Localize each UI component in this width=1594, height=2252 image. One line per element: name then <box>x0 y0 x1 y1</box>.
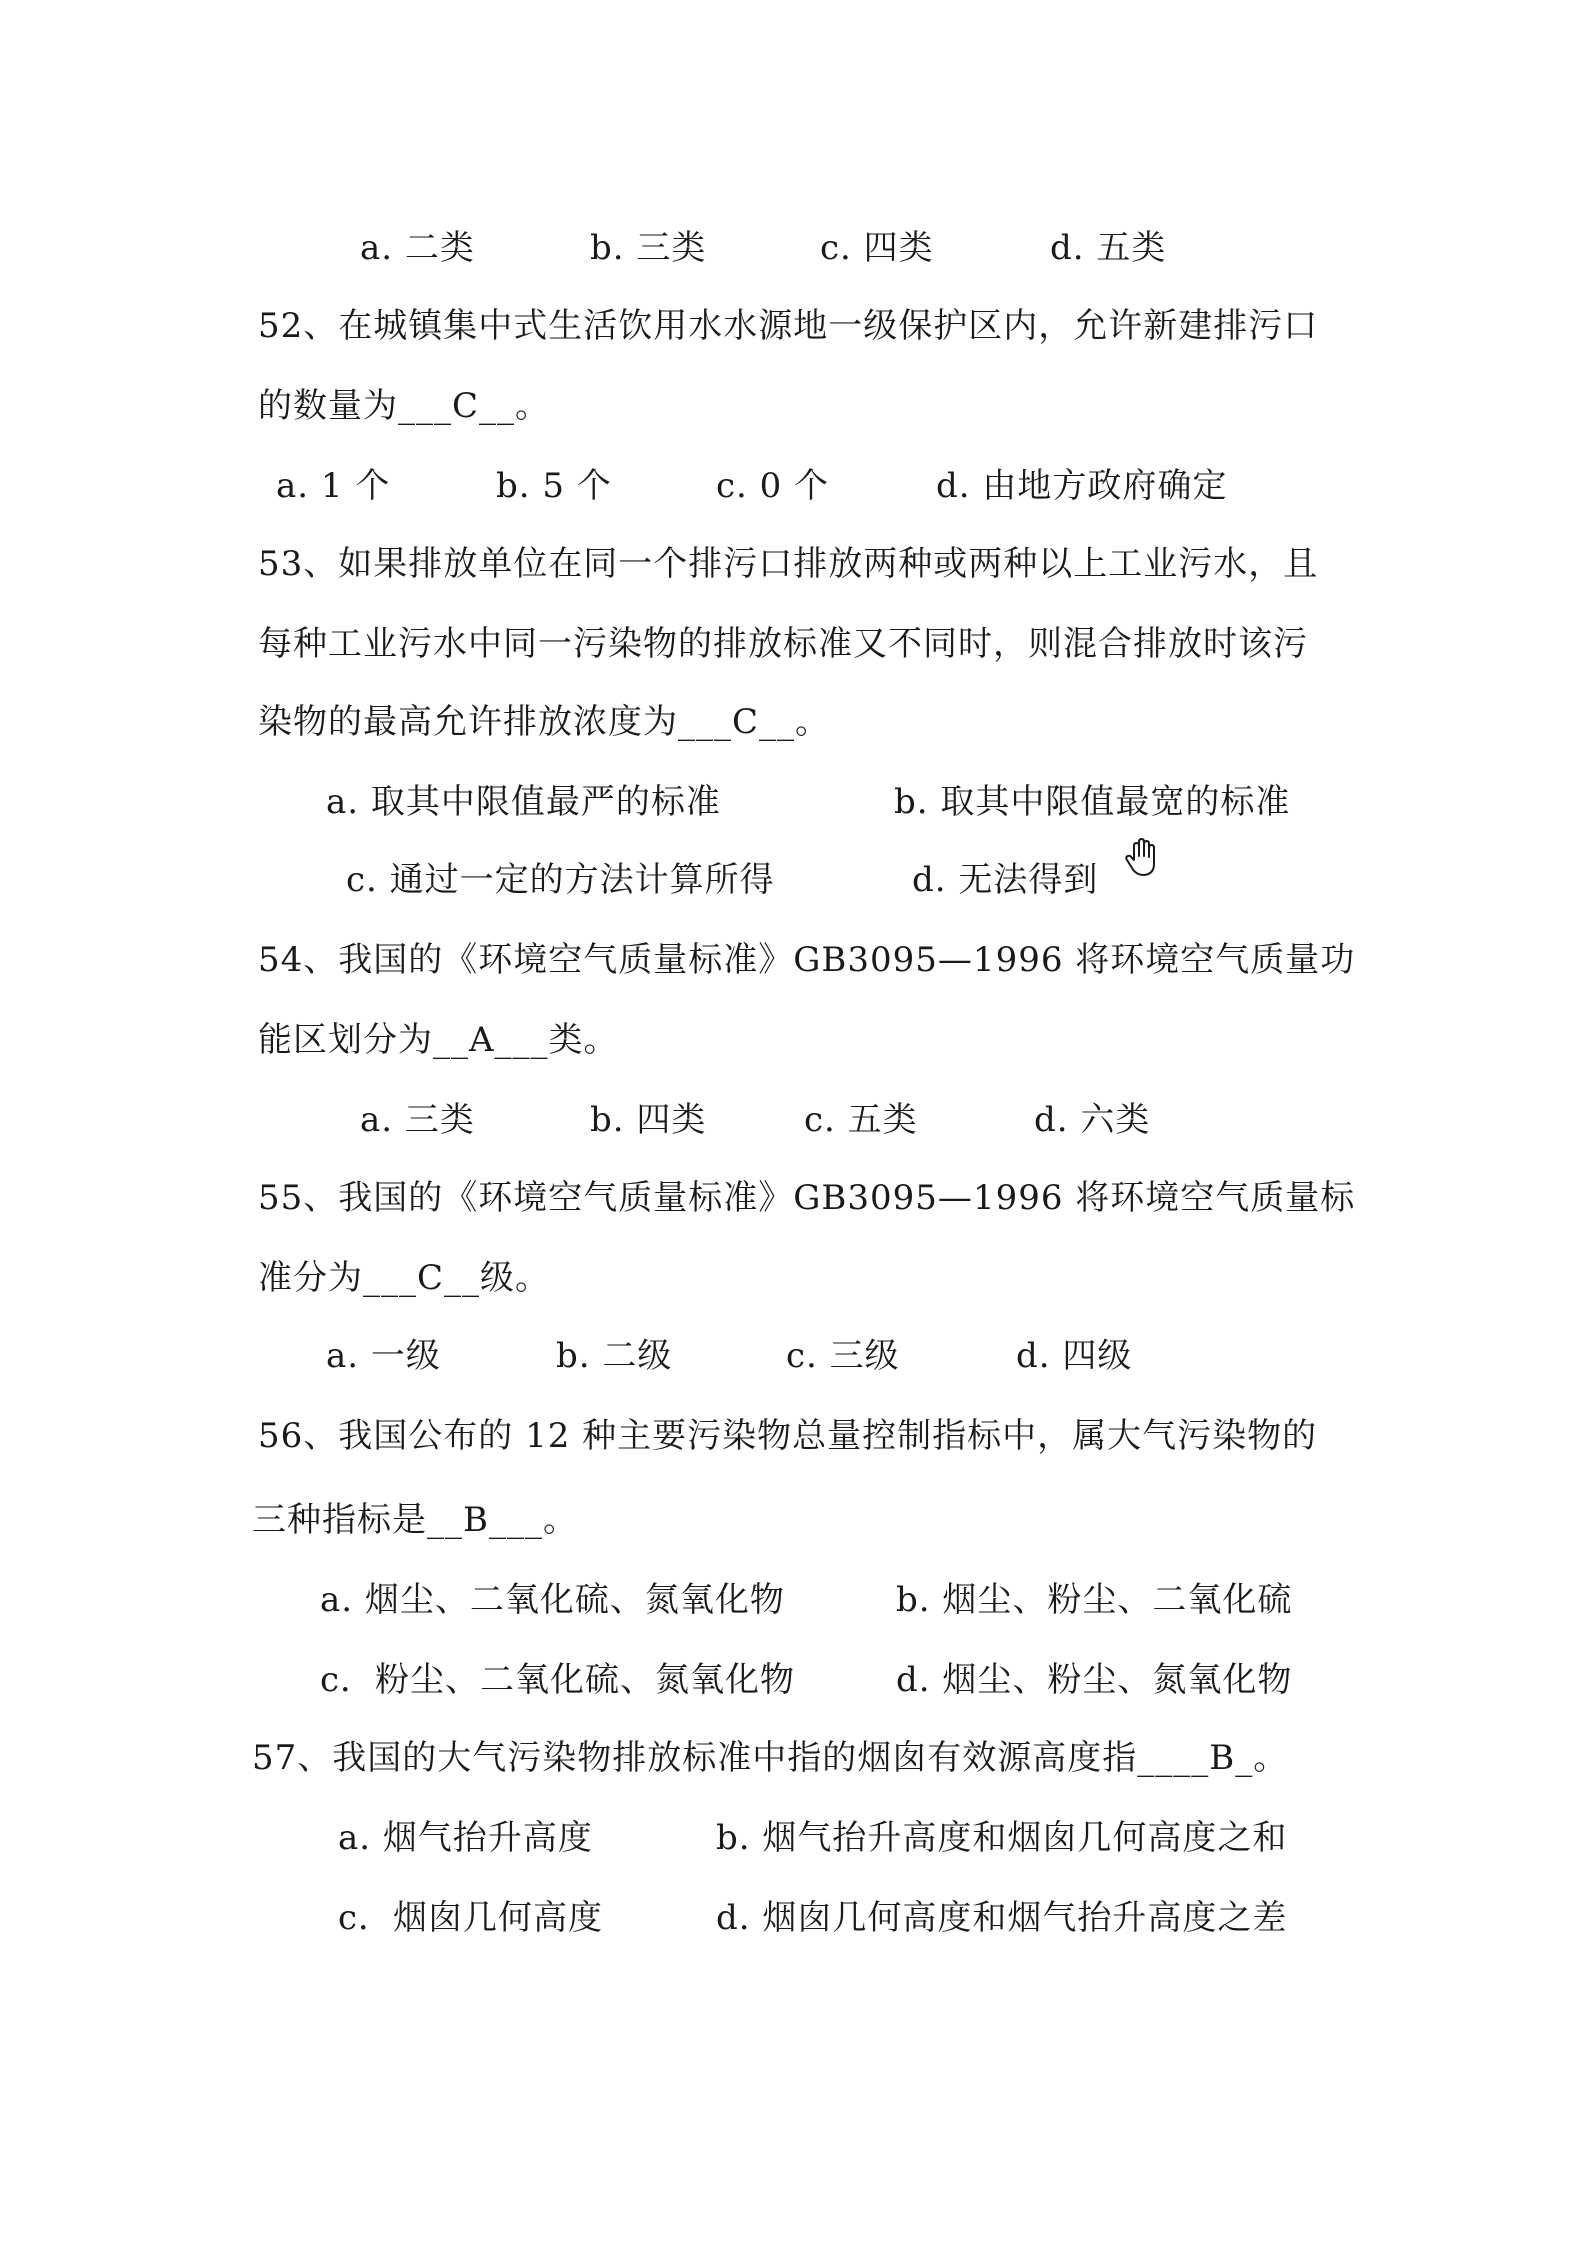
q57-question-line-1: 57、我国的大气污染物排放标准中指的烟囱有效源高度指____B_。 <box>252 1738 1289 1778</box>
q53-option-b: b. 取其中限值最宽的标准 <box>894 782 1291 822</box>
q51-option-c: c. 四类 <box>820 228 934 268</box>
q57-option-c: c．烟囱几何高度 <box>338 1898 604 1938</box>
q55-option-c: c. 三级 <box>786 1336 900 1376</box>
q53-question-line-3: 染物的最高允许排放浓度为___C__。 <box>258 702 831 742</box>
q56-question-line-2: 三种指标是__B___。 <box>252 1500 578 1540</box>
q54-option-a: a. 三类 <box>360 1100 475 1140</box>
q55-option-a: a. 一级 <box>326 1336 441 1376</box>
q56-option-c: c．粉尘、二氧化硫、氮氧化物 <box>320 1660 796 1700</box>
q57-option-d: d. 烟囱几何高度和烟气抬升高度之差 <box>716 1898 1288 1938</box>
q52-option-d: d. 由地方政府确定 <box>936 466 1228 506</box>
q52-option-a: a. 1 个 <box>276 466 391 506</box>
q57-option-a: a. 烟气抬升高度 <box>338 1818 593 1858</box>
q56-question-line-1: 56、我国公布的 12 种主要污染物总量控制指标中，属大气污染物的 <box>258 1416 1318 1456</box>
q55-question-line-2: 准分为___C__级。 <box>258 1258 551 1298</box>
q54-option-b: b. 四类 <box>590 1100 707 1140</box>
q57-option-b: b. 烟气抬升高度和烟囱几何高度之和 <box>716 1818 1288 1858</box>
q54-question-line-1: 54、我国的《环境空气质量标准》GB3095—1996 将环境空气质量功 <box>258 940 1356 980</box>
q56-option-b: b. 烟尘、粉尘、二氧化硫 <box>896 1580 1293 1620</box>
hand-cursor-icon <box>1124 838 1158 878</box>
q55-option-d: d. 四级 <box>1016 1336 1133 1376</box>
q52-option-c: c. 0 个 <box>716 466 830 506</box>
q52-option-b: b. 5 个 <box>496 466 612 506</box>
q55-question-line-1: 55、我国的《环境空气质量标准》GB3095—1996 将环境空气质量标 <box>258 1178 1356 1218</box>
q55-option-b: b. 二级 <box>556 1336 673 1376</box>
q53-question-line-1: 53、如果排放单位在同一个排污口排放两种或两种以上工业污水，且 <box>258 544 1319 584</box>
q52-question-line-2: 的数量为___C__。 <box>258 386 551 426</box>
q56-option-d: d. 烟尘、粉尘、氮氧化物 <box>896 1660 1293 1700</box>
q53-option-a: a. 取其中限值最严的标准 <box>326 782 721 822</box>
q53-option-c: c. 通过一定的方法计算所得 <box>346 860 775 900</box>
q51-option-b: b. 三类 <box>590 228 707 268</box>
q54-question-line-2: 能区划分为__A___类。 <box>258 1020 619 1060</box>
q51-option-d: d. 五类 <box>1050 228 1167 268</box>
q54-option-d: d. 六类 <box>1034 1100 1151 1140</box>
q52-question-line-1: 52、在城镇集中式生活饮用水水源地一级保护区内，允许新建排污口 <box>258 306 1319 346</box>
q51-option-a: a. 二类 <box>360 228 475 268</box>
q56-option-a: a. 烟尘、二氧化硫、氮氧化物 <box>320 1580 785 1620</box>
q53-option-d: d. 无法得到 <box>912 860 1099 900</box>
q53-question-line-2: 每种工业污水中同一污染物的排放标准又不同时，则混合排放时该污 <box>258 624 1308 664</box>
q54-option-c: c. 五类 <box>804 1100 918 1140</box>
